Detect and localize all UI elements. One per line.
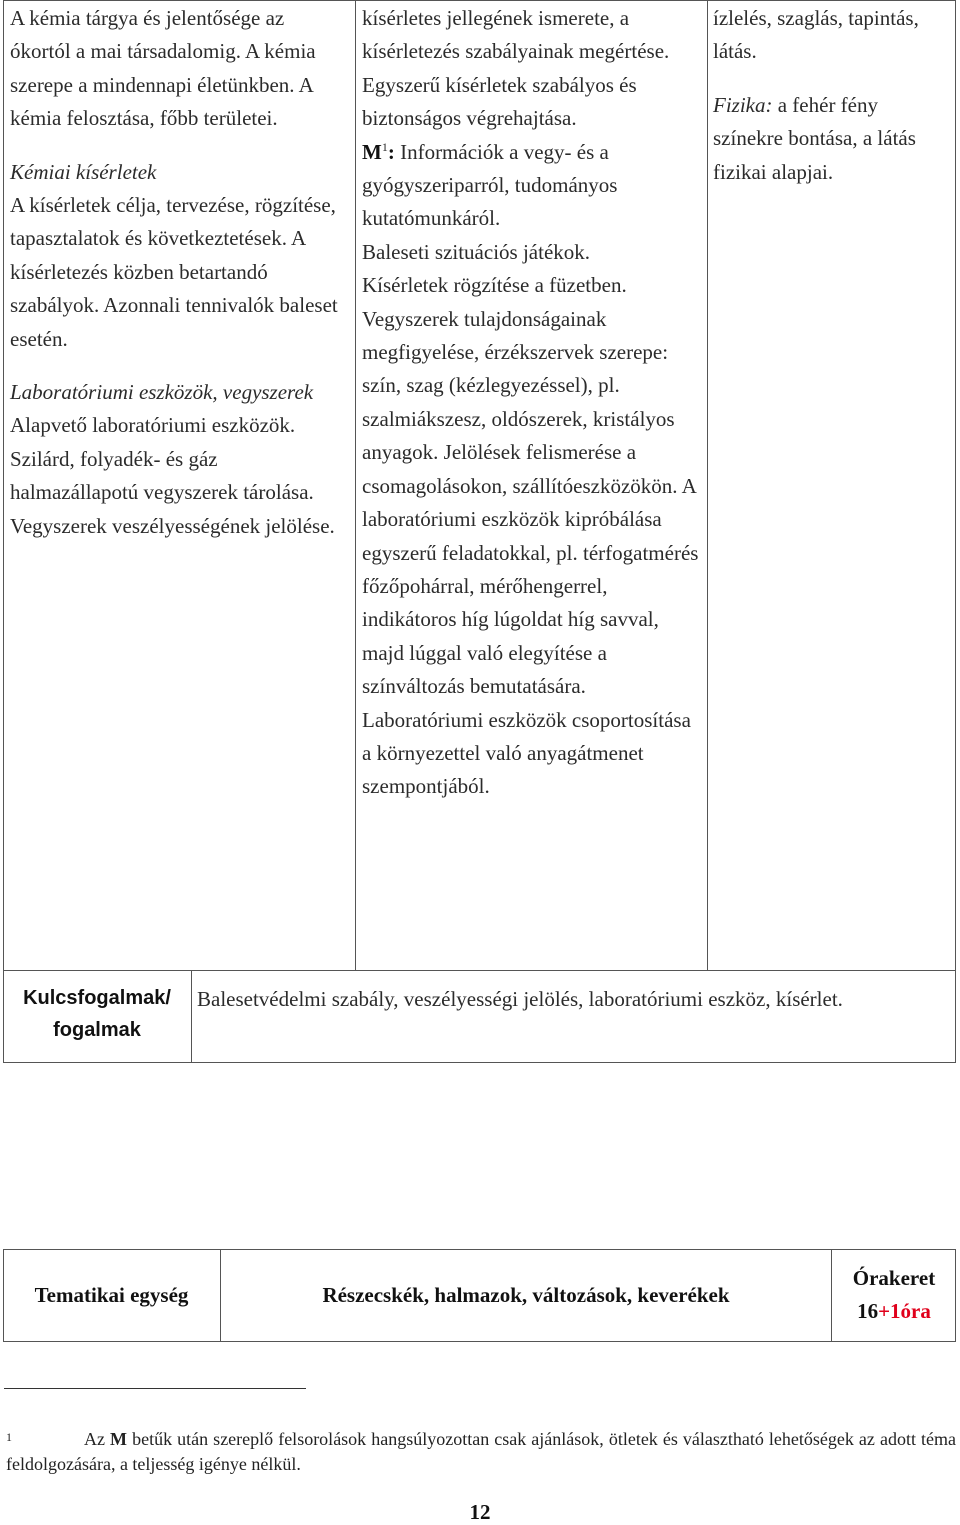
physics-paragraph xyxy=(713,89,951,189)
m-label: M xyxy=(362,139,382,164)
physics-label: Fizika: xyxy=(713,92,773,117)
keywords-divider xyxy=(191,970,192,1063)
keywords-label: Kulcsfogalmak/ fogalmak xyxy=(23,987,171,1041)
column-divider-2 xyxy=(707,0,708,970)
footnote-bold-m: M xyxy=(110,1429,128,1449)
m-note-text: Információk a vegy- és a gyógyszeriparról, tudományos kutatómunkáról. xyxy=(362,139,618,231)
m-colon: : xyxy=(387,139,395,164)
experiments-paragraph: A kísérletek célja, tervezése, rögzítése, tapasztalatok és következtetések. A kísérletezés közben betartandó szabályok. Azonnali tennivalók baleset esetén. xyxy=(10,193,338,351)
hours-value xyxy=(832,1295,956,1328)
column-divider-1 xyxy=(355,0,356,970)
activities-paragraph: kísérletes jellegének ismerete, a kísérletezés szabályainak megértése. Egyszerű kísérletek szabályos és biztonságos végrehajtása. xyxy=(362,6,670,131)
unit-label: Tematikai egység xyxy=(34,1283,189,1307)
content-table xyxy=(3,0,956,1063)
physics-text: a fehér fény színekre bontása, a látás fizikai alapjai. xyxy=(713,92,916,184)
intro-paragraph: A kémia tárgya és jelentősége az ókortól a mai társadalomig. A kémia szerepe a mindennapi életünkben. A kémia felosztása, főbb területei. xyxy=(10,6,316,131)
hours-label: Órakeret xyxy=(852,1266,936,1290)
content-column-3 xyxy=(713,2,951,189)
lab-tools-paragraph: Alapvető laboratóriumi eszközök. Szilárd, folyadék- és gáz halmazállapotú vegyszerek tárolása. Vegyszerek veszélyességének jelölése. xyxy=(10,413,335,538)
m-note-paragraph xyxy=(362,136,702,236)
senses-paragraph: ízlelés, szaglás, tapintás, látás. xyxy=(713,6,919,64)
footnote-text: betűk után szereplő felsorolások hangsúlyozottan csak ajánlások, ötletek és választható lehetőségek az adott téma feldolgozására, a teljesség igénye nélkül. xyxy=(6,1429,956,1474)
section-heading-experiments: Kémiai kísérletek xyxy=(10,159,157,184)
unit-title: Részecskék, halmazok, változások, keverékek xyxy=(322,1283,730,1307)
keywords-text: Balesetvédelmi szabály, veszélyességi jelölés, laboratóriumi eszköz, kísérlet. xyxy=(197,987,843,1011)
accident-games-paragraph: Baleseti szituációs játékok. xyxy=(362,239,591,264)
footnote-marker: 1 xyxy=(6,1430,12,1444)
content-column-1 xyxy=(10,2,350,543)
page-number: 12 xyxy=(469,1500,491,1524)
hours-extra: +1óra xyxy=(878,1299,931,1323)
section-heading-lab-tools: Laboratóriumi eszközök, vegyszerek xyxy=(10,380,314,405)
hours-base: 16 xyxy=(857,1299,879,1323)
hours-block xyxy=(832,1262,956,1328)
footnote-separator xyxy=(4,1388,306,1389)
footnote-prefix: Az xyxy=(84,1429,111,1449)
footnote xyxy=(6,1427,956,1477)
chemicals-paragraph: Vegyszerek tulajdonságainak megfigyelése, érzékszervek szerepe: szín, szag (kézlegyezéssel), pl. szalmiákszesz, oldószerek, kristályos anyagok. Jelölések felismerése a csomagolásokon, szállítóeszközökön. A laboratóriumi eszközök kipróbálása egyszerű feladatokkal, pl. térfogatmérés főzőpohárral, mérőhengerrel, indikátoros híg lúgoldat híg savval, majd lúggal való elegyítése a színváltozás bemutatására. Laboratóriumi eszközök csoportosítása a környezettel való anyagátmenet szempontjából. xyxy=(362,306,699,799)
content-column-2 xyxy=(362,2,702,804)
footnote-ref: 1 xyxy=(381,139,388,154)
notebook-paragraph: Kísérletek rögzítése a füzetben. xyxy=(362,273,627,298)
row-divider xyxy=(3,970,956,971)
